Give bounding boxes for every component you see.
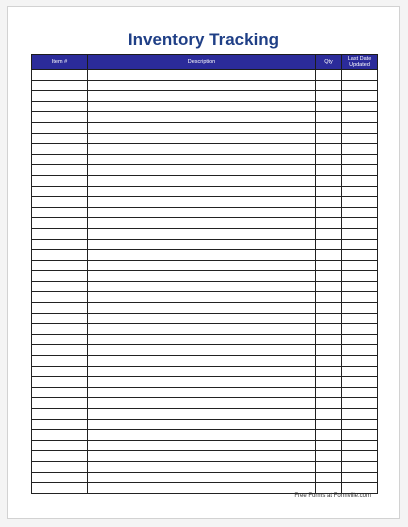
cell-item[interactable]	[32, 165, 88, 176]
table-row	[32, 451, 378, 462]
cell-description[interactable]	[88, 377, 316, 388]
cell-description[interactable]	[88, 461, 316, 472]
cell-description[interactable]	[88, 334, 316, 345]
cell-item[interactable]	[32, 186, 88, 197]
table-row	[32, 440, 378, 451]
cell-item[interactable]	[32, 398, 88, 409]
table-row	[32, 377, 378, 388]
cell-description[interactable]	[88, 451, 316, 462]
cell-description[interactable]	[88, 292, 316, 303]
table-row	[32, 186, 378, 197]
cell-qty[interactable]	[316, 80, 342, 91]
cell-item[interactable]	[32, 356, 88, 367]
cell-description[interactable]	[88, 133, 316, 144]
cell-item[interactable]	[32, 292, 88, 303]
cell-item[interactable]	[32, 91, 88, 102]
cell-updated[interactable]	[342, 239, 378, 250]
cell-updated[interactable]	[342, 154, 378, 165]
table-row	[32, 175, 378, 186]
cell-item[interactable]	[32, 303, 88, 314]
cell-description[interactable]	[88, 70, 316, 81]
table-row	[32, 281, 378, 292]
cell-item[interactable]	[32, 197, 88, 208]
cell-description[interactable]	[88, 80, 316, 91]
cell-updated[interactable]	[342, 133, 378, 144]
table-row	[32, 324, 378, 335]
cell-item[interactable]	[32, 175, 88, 186]
cell-item[interactable]	[32, 133, 88, 144]
cell-description[interactable]	[88, 101, 316, 112]
cell-description[interactable]	[88, 440, 316, 451]
footer-credit: Free Forms at Formville.com	[294, 493, 371, 499]
cell-updated[interactable]	[342, 101, 378, 112]
table-row	[32, 313, 378, 324]
cell-qty[interactable]	[316, 334, 342, 345]
table-row	[32, 101, 378, 112]
table-row	[32, 345, 378, 356]
cell-updated[interactable]	[342, 91, 378, 102]
cell-updated[interactable]	[342, 186, 378, 197]
cell-updated[interactable]	[342, 165, 378, 176]
cell-item[interactable]	[32, 419, 88, 430]
inventory-table	[31, 54, 378, 494]
cell-item[interactable]	[32, 260, 88, 271]
cell-qty[interactable]	[316, 250, 342, 261]
table-row	[32, 430, 378, 441]
cell-updated[interactable]	[342, 472, 378, 483]
cell-item[interactable]	[32, 409, 88, 420]
cell-description[interactable]	[88, 398, 316, 409]
table-row	[32, 207, 378, 218]
cell-updated[interactable]	[342, 483, 378, 494]
cell-description[interactable]	[88, 186, 316, 197]
cell-description[interactable]	[88, 260, 316, 271]
cell-updated[interactable]	[342, 440, 378, 451]
cell-qty[interactable]	[316, 461, 342, 472]
cell-description[interactable]	[88, 430, 316, 441]
cell-item[interactable]	[32, 70, 88, 81]
cell-qty[interactable]	[316, 260, 342, 271]
cell-qty[interactable]	[316, 345, 342, 356]
cell-item[interactable]	[32, 112, 88, 123]
cell-updated[interactable]	[342, 292, 378, 303]
cell-item[interactable]	[32, 377, 88, 388]
cell-qty[interactable]	[316, 101, 342, 112]
cell-qty[interactable]	[316, 239, 342, 250]
cell-qty[interactable]	[316, 165, 342, 176]
cell-updated[interactable]	[342, 260, 378, 271]
cell-qty[interactable]	[316, 356, 342, 367]
table-row	[32, 409, 378, 420]
cell-qty[interactable]	[316, 91, 342, 102]
table-row	[32, 197, 378, 208]
cell-updated[interactable]	[342, 207, 378, 218]
table-row	[32, 80, 378, 91]
table-row	[32, 133, 378, 144]
cell-item[interactable]	[32, 345, 88, 356]
cell-updated[interactable]	[342, 419, 378, 430]
table-row	[32, 144, 378, 155]
cell-updated[interactable]	[342, 250, 378, 261]
table-row	[32, 271, 378, 282]
cell-item[interactable]	[32, 144, 88, 155]
table-row	[32, 228, 378, 239]
cell-description[interactable]	[88, 239, 316, 250]
cell-item[interactable]	[32, 366, 88, 377]
cell-updated[interactable]	[342, 122, 378, 133]
cell-qty[interactable]	[316, 324, 342, 335]
cell-qty[interactable]	[316, 398, 342, 409]
table-row	[32, 218, 378, 229]
cell-item[interactable]	[32, 430, 88, 441]
cell-qty[interactable]	[316, 186, 342, 197]
cell-description[interactable]	[88, 419, 316, 430]
table-row	[32, 260, 378, 271]
cell-qty[interactable]	[316, 419, 342, 430]
cell-qty[interactable]	[316, 409, 342, 420]
cell-qty[interactable]	[316, 218, 342, 229]
cell-updated[interactable]	[342, 175, 378, 186]
cell-updated[interactable]	[342, 144, 378, 155]
cell-qty[interactable]	[316, 303, 342, 314]
cell-updated[interactable]	[342, 313, 378, 324]
cell-updated[interactable]	[342, 334, 378, 345]
cell-qty[interactable]	[316, 292, 342, 303]
cell-item[interactable]	[32, 387, 88, 398]
cell-item[interactable]	[32, 472, 88, 483]
cell-item[interactable]	[32, 461, 88, 472]
cell-updated[interactable]	[342, 430, 378, 441]
cell-item[interactable]	[32, 228, 88, 239]
column-header-qty: Qty	[316, 55, 342, 70]
cell-item[interactable]	[32, 207, 88, 218]
table-row	[32, 472, 378, 483]
cell-qty[interactable]	[316, 122, 342, 133]
table-row	[32, 250, 378, 261]
table-row	[32, 112, 378, 123]
table-row	[32, 387, 378, 398]
cell-item[interactable]	[32, 281, 88, 292]
cell-updated[interactable]	[342, 197, 378, 208]
column-header-description: Description	[88, 55, 316, 70]
table-row	[32, 356, 378, 367]
cell-description[interactable]	[88, 197, 316, 208]
cell-updated[interactable]	[342, 356, 378, 367]
cell-qty[interactable]	[316, 207, 342, 218]
cell-updated[interactable]	[342, 387, 378, 398]
cell-description[interactable]	[88, 387, 316, 398]
cell-qty[interactable]	[316, 197, 342, 208]
column-header-item: Item #	[32, 55, 88, 70]
table-row	[32, 366, 378, 377]
cell-qty[interactable]	[316, 387, 342, 398]
cell-qty[interactable]	[316, 154, 342, 165]
table-body	[32, 70, 378, 494]
cell-description[interactable]	[88, 154, 316, 165]
table-row	[32, 461, 378, 472]
cell-qty[interactable]	[316, 472, 342, 483]
cell-item[interactable]	[32, 483, 88, 494]
cell-description[interactable]	[88, 228, 316, 239]
cell-qty[interactable]	[316, 430, 342, 441]
table-row	[32, 303, 378, 314]
cell-updated[interactable]	[342, 281, 378, 292]
cell-item[interactable]	[32, 218, 88, 229]
cell-description[interactable]	[88, 112, 316, 123]
cell-updated[interactable]	[342, 451, 378, 462]
cell-item[interactable]	[32, 324, 88, 335]
cell-item[interactable]	[32, 122, 88, 133]
cell-item[interactable]	[32, 451, 88, 462]
cell-updated[interactable]	[342, 409, 378, 420]
cell-updated[interactable]	[342, 377, 378, 388]
cell-item[interactable]	[32, 80, 88, 91]
table-row	[32, 122, 378, 133]
cell-qty[interactable]	[316, 483, 342, 494]
table-row	[32, 334, 378, 345]
cell-updated[interactable]	[342, 112, 378, 123]
cell-description[interactable]	[88, 409, 316, 420]
cell-updated[interactable]	[342, 324, 378, 335]
table-row	[32, 154, 378, 165]
cell-item[interactable]	[32, 250, 88, 261]
table-row	[32, 398, 378, 409]
cell-item[interactable]	[32, 101, 88, 112]
cell-updated[interactable]	[342, 366, 378, 377]
cell-updated[interactable]	[342, 398, 378, 409]
cell-description[interactable]	[88, 144, 316, 155]
cell-description[interactable]	[88, 271, 316, 282]
cell-description[interactable]	[88, 165, 316, 176]
cell-item[interactable]	[32, 440, 88, 451]
cell-qty[interactable]	[316, 228, 342, 239]
cell-qty[interactable]	[316, 175, 342, 186]
table-row	[32, 91, 378, 102]
cell-description[interactable]	[88, 324, 316, 335]
table-header-row	[32, 55, 378, 70]
cell-description[interactable]	[88, 345, 316, 356]
cell-qty[interactable]	[316, 451, 342, 462]
cell-item[interactable]	[32, 271, 88, 282]
cell-updated[interactable]	[342, 228, 378, 239]
cell-updated[interactable]	[342, 461, 378, 472]
cell-qty[interactable]	[316, 133, 342, 144]
cell-description[interactable]	[88, 313, 316, 324]
cell-updated[interactable]	[342, 271, 378, 282]
cell-description[interactable]	[88, 281, 316, 292]
cell-description[interactable]	[88, 122, 316, 133]
table-row	[32, 70, 378, 81]
cell-qty[interactable]	[316, 144, 342, 155]
cell-qty[interactable]	[316, 440, 342, 451]
cell-description[interactable]	[88, 207, 316, 218]
cell-description[interactable]	[88, 250, 316, 261]
cell-qty[interactable]	[316, 112, 342, 123]
cell-item[interactable]	[32, 313, 88, 324]
cell-updated[interactable]	[342, 218, 378, 229]
cell-qty[interactable]	[316, 70, 342, 81]
cell-description[interactable]	[88, 91, 316, 102]
cell-updated[interactable]	[342, 80, 378, 91]
column-header-last-date-updated: Last Date Updated	[342, 55, 378, 70]
cell-qty[interactable]	[316, 377, 342, 388]
cell-updated[interactable]	[342, 303, 378, 314]
cell-description[interactable]	[88, 175, 316, 186]
cell-updated[interactable]	[342, 345, 378, 356]
cell-description[interactable]	[88, 472, 316, 483]
table-row	[32, 239, 378, 250]
cell-description[interactable]	[88, 303, 316, 314]
cell-item[interactable]	[32, 154, 88, 165]
cell-qty[interactable]	[316, 366, 342, 377]
cell-item[interactable]	[32, 334, 88, 345]
cell-description[interactable]	[88, 483, 316, 494]
cell-updated[interactable]	[342, 70, 378, 81]
cell-qty[interactable]	[316, 281, 342, 292]
table-row	[32, 292, 378, 303]
form-sheet	[7, 6, 400, 519]
table-row	[32, 419, 378, 430]
cell-description[interactable]	[88, 366, 316, 377]
page-title: Inventory Tracking	[127, 30, 280, 49]
cell-qty[interactable]	[316, 271, 342, 282]
cell-description[interactable]	[88, 218, 316, 229]
table-row	[32, 483, 378, 494]
cell-qty[interactable]	[316, 313, 342, 324]
cell-description[interactable]	[88, 356, 316, 367]
table-row	[32, 165, 378, 176]
cell-item[interactable]	[32, 239, 88, 250]
